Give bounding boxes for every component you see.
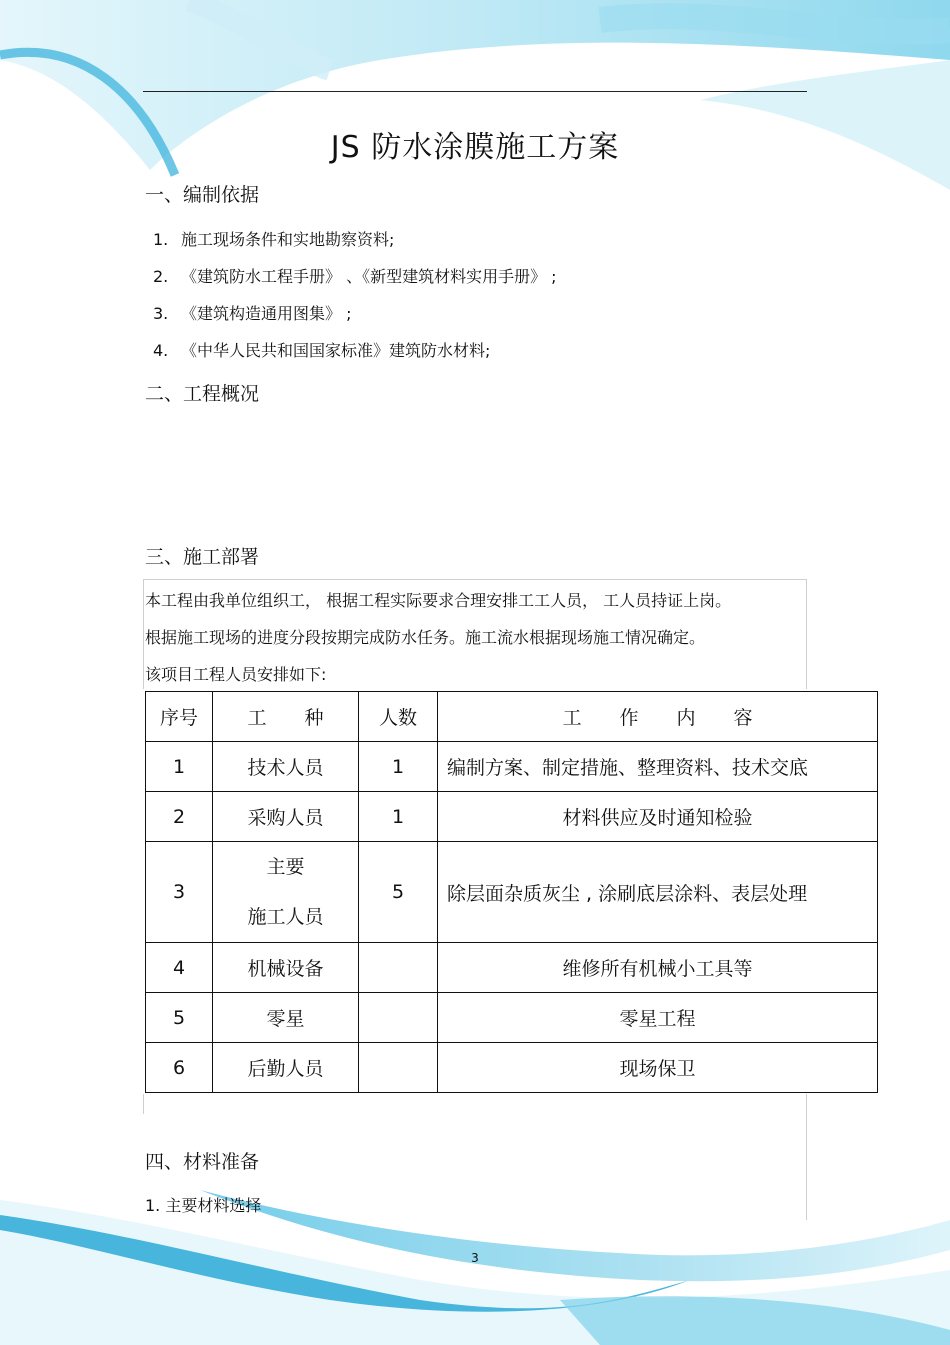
- cell-type: 采购人员: [213, 792, 359, 842]
- text-box-left-border: [143, 579, 144, 689]
- section-heading-overview: 二、工程概况: [145, 383, 260, 405]
- cell-type: 技术人员: [213, 742, 359, 792]
- cell-count: [359, 943, 438, 993]
- item-text: 《建筑防水工程手册》 、《新型建筑材料实用手册》 ;: [181, 267, 557, 286]
- item-number: 2.: [153, 267, 169, 286]
- cell-no: 2: [146, 792, 213, 842]
- header-cell-type: 工 种: [213, 692, 359, 742]
- cell-content: 编制方案、制定措施、整理资料、技术交底: [438, 742, 878, 792]
- section-heading-basis: 一、编制依据: [145, 184, 260, 206]
- cell-type: 机械设备: [213, 943, 359, 993]
- cell-content: 现场保卫: [438, 1043, 878, 1093]
- cell-content: 零星工程: [438, 993, 878, 1043]
- header-cell-content: 工 作 内 容: [438, 692, 878, 742]
- table-row: [146, 1043, 878, 1093]
- table-row: [146, 842, 878, 943]
- header-cell-no: 序号: [146, 692, 213, 742]
- deployment-para-1: 本工程由我单位组织工， 根据工程实际要求合理安排工工人员， 工人员持证上岗。: [145, 591, 732, 610]
- item-text: 《中华人民共和国国家标准》建筑防水材料;: [181, 341, 491, 360]
- cell-type: [213, 842, 359, 943]
- item-number: 1.: [153, 230, 169, 249]
- cell-content: 维修所有机械小工具等: [438, 943, 878, 993]
- page-number: 3: [471, 1251, 479, 1265]
- cell-count: 1: [359, 742, 438, 792]
- basis-item-3: [153, 301, 351, 324]
- table-row: [146, 993, 878, 1043]
- item-text: 施工现场条件和实地勘察资料;: [181, 230, 395, 249]
- header-rule: [143, 91, 807, 92]
- deployment-para-3: 该项目工程人员安排如下:: [145, 665, 327, 684]
- cell-no: 1: [146, 742, 213, 792]
- text-box-right-border-lower: [806, 1094, 807, 1220]
- item-number: 3.: [153, 304, 169, 323]
- cell-count: [359, 1043, 438, 1093]
- cell-type-line-2: 施工人员: [247, 906, 324, 928]
- section-heading-materials: 四、材料准备: [145, 1151, 260, 1173]
- header-cell-count: 人数: [359, 692, 438, 742]
- table-row: [146, 792, 878, 842]
- basis-item-2: [153, 264, 557, 287]
- section-heading-deployment: 三、施工部署: [145, 546, 260, 568]
- cell-type: 后勤人员: [213, 1043, 359, 1093]
- document-title: JS 防水涂膜施工方案: [330, 130, 620, 165]
- deployment-para-2: 根据施工现场的进度分段按期完成防水任务。施工流水根据现场施工情况确定。: [145, 628, 706, 647]
- cell-content: 除层面杂质灰尘 , 涂刷底层涂料、表层处理: [438, 842, 878, 943]
- cell-count: [359, 993, 438, 1043]
- item-number: 4.: [153, 341, 169, 360]
- basis-item-4: [153, 338, 490, 361]
- table-header-row: [146, 692, 878, 742]
- cell-count: 5: [359, 842, 438, 943]
- item-text: 《建筑构造通用图集》 ;: [181, 304, 352, 323]
- cell-no: 3: [146, 842, 213, 943]
- cell-no: 6: [146, 1043, 213, 1093]
- table-row: [146, 742, 878, 792]
- cell-type: 零星: [213, 993, 359, 1043]
- text-box-right-border: [806, 579, 807, 689]
- cell-count: 1: [359, 792, 438, 842]
- staffing-table: [145, 691, 878, 1093]
- text-box-top-border: [143, 579, 807, 580]
- basis-item-1: [153, 227, 394, 250]
- cell-no: 4: [146, 943, 213, 993]
- text-box-left-border-lower: [143, 1094, 144, 1114]
- cell-no: 5: [146, 993, 213, 1043]
- materials-subheading-1: 1. 主要材料选择: [145, 1196, 262, 1215]
- table-row: [146, 943, 878, 993]
- cell-type-line-1: 主要: [266, 856, 305, 878]
- cell-content: 材料供应及时通知检验: [438, 792, 878, 842]
